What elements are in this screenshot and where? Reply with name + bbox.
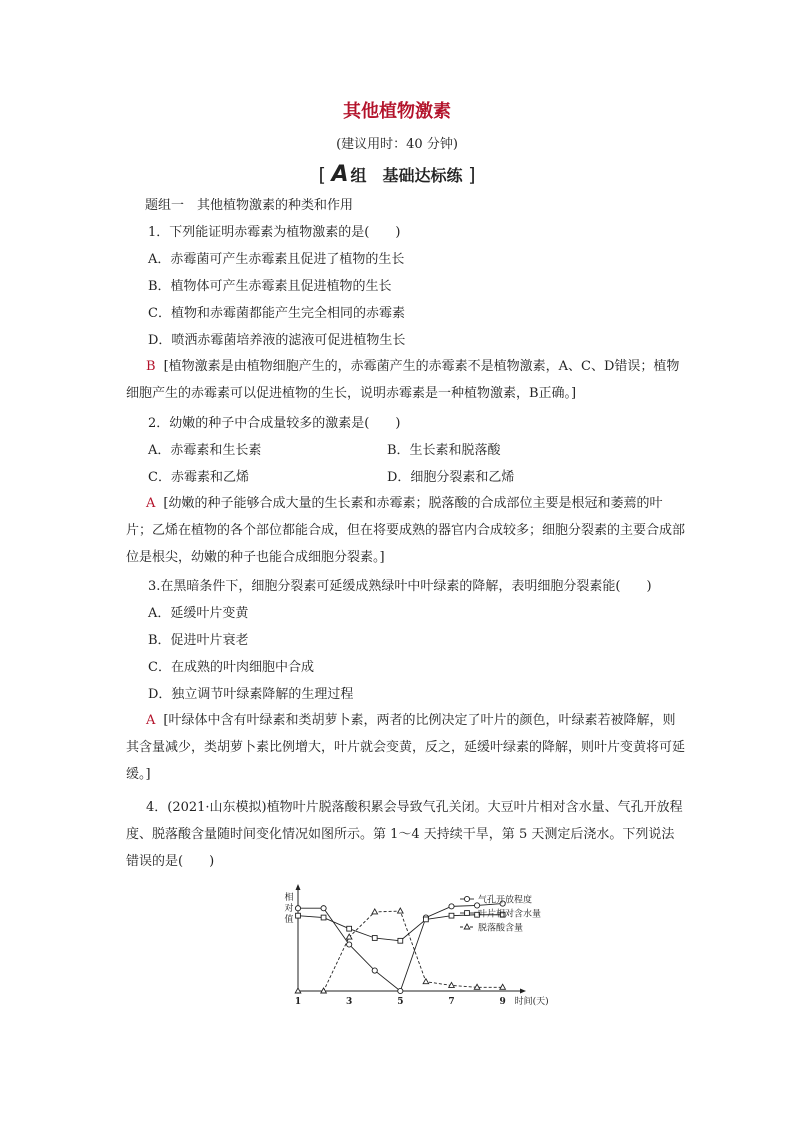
q2-option-d: D．细胞分裂素和乙烯	[387, 470, 515, 485]
q3-option-b: B．促进叶片衰老	[148, 633, 249, 648]
series-3-point	[500, 984, 506, 989]
q2-explanation: [幼嫩的种子能够合成大量的生长素和赤霉素；脱落酸的合成部位主要是根冠和萎蔫的叶片；乙烯在植物的各个部位都能合成，但在将要成熟的器官内合成较多；细胞分裂素的主要合成部位是根尖，幼嫩的种子也能合成细胞分裂素。]	[126, 496, 686, 565]
q3-option-c: C．在成熟的叶肉细胞中合成	[148, 660, 314, 675]
x-tick-label: 5	[397, 997, 404, 1007]
page-title: 其他植物激素	[343, 101, 451, 122]
series-2-point	[398, 938, 403, 943]
q3-answer: A	[146, 713, 156, 728]
series-1-point	[295, 906, 300, 911]
series-1-point	[449, 904, 454, 909]
x-tick-label: 7	[448, 997, 455, 1007]
series-3-point	[372, 909, 378, 914]
q2-option-a: A．赤霉素和生长素	[148, 443, 262, 458]
line-chart	[282, 880, 549, 1010]
x-tick-label: 9	[499, 997, 506, 1007]
legend-label-3: 脱落酸含量	[478, 923, 524, 934]
group-letter: A	[331, 162, 349, 187]
q3-explanation: [叶绿体中含有叶绿素和类胡萝卜素，两者的比例决定了叶片的颜色，叶绿素若被降解，则其含量减少，类胡萝卜素比例增大，叶片就会变黄，反之，延缓叶绿素的降解，则叶片变黄将可延缓。]	[126, 713, 686, 782]
x-tick-label: 3	[346, 997, 353, 1007]
q1-answer: B	[146, 359, 156, 374]
group-bracket-open: [	[318, 164, 326, 186]
series-line-1	[298, 904, 503, 991]
x-tick-label: 1	[294, 997, 302, 1007]
x-axis-arrow	[520, 989, 526, 994]
series-line-2	[298, 915, 503, 941]
q2-answer-block	[126, 490, 686, 571]
legend-label-1: 气孔开放程度	[478, 895, 533, 906]
q2-option-c: C．赤霉素和乙烯	[148, 470, 249, 485]
series-1-point	[321, 906, 326, 911]
q1-option-b: B．植物体可产生赤霉素且促进植物的生长	[148, 279, 392, 294]
q3-answer-block	[126, 707, 686, 788]
section-heading: 题组一 其他植物激素的种类和作用	[145, 198, 354, 213]
group-label: 组 基础达标练	[350, 166, 463, 185]
series-2-point	[449, 913, 454, 918]
legend-label-2: 叶片相对含水量	[478, 909, 542, 920]
q1-explanation: [植物激素是由植物细胞产生的，赤霉菌产生的赤霉素不是植物激素，A、C、D错误；植物细胞产生的赤霉素可以促进植物的生长，说明赤霉素是一种植物激素，B正确。]	[126, 359, 680, 401]
suggested-time: (建议用时：40 分钟)	[336, 137, 458, 152]
q1-option-a: A．赤霉菌可产生赤霉素且促进了植物的生长	[148, 252, 405, 267]
series-2-point	[372, 936, 377, 941]
series-1-point	[372, 968, 377, 973]
q4-stem: 4．(2021·山东模拟)植物叶片脱落酸积累会导致气孔关闭。大豆叶片相对含水量、气孔开放程度、脱落酸含量随时间变化情况如图所示。第 1～4 天持续干旱，第 5 天测定后浇水。下列说法错误的是( )	[126, 800, 683, 869]
q2-option-b: B．生长素和脱落酸	[387, 443, 501, 458]
q2-answer: A	[146, 496, 156, 511]
series-2-point	[347, 926, 352, 931]
q1-option-c: C．植物和赤霉菌都能产生完全相同的赤霉素	[148, 306, 405, 321]
y-axis-label-char: 值	[284, 915, 294, 925]
q1-answer-block	[126, 353, 686, 407]
chart-series	[295, 901, 505, 994]
q3-option-d: D．独立调节叶绿素降解的生理过程	[148, 687, 354, 702]
q1-option-d: D．喷洒赤霉菌培养液的滤液可促进植物生长	[148, 333, 406, 348]
series-1-point	[347, 942, 352, 947]
series-line-3	[298, 911, 503, 991]
group-heading	[0, 162, 794, 187]
y-axis-label-char: 相	[284, 893, 294, 903]
x-axis-label: 时间(天)	[514, 997, 549, 1007]
series-3-point	[346, 934, 352, 939]
series-3-point	[398, 908, 404, 913]
q1-stem: 1．下列能证明赤霉素为植物激素的是( )	[148, 225, 401, 240]
series-2-point	[321, 915, 326, 920]
q3-stem: 3.在黑暗条件下，细胞分裂素可延缓成熟绿叶中叶绿素的降解，表明细胞分裂素能( )	[148, 579, 652, 594]
legend-marker-2	[465, 911, 470, 916]
q3-option-a: A．延缓叶片变黄	[148, 606, 249, 621]
group-bracket-close: ]	[468, 164, 476, 186]
series-2-point	[424, 917, 429, 922]
series-3-point	[423, 979, 429, 984]
chart-legend	[460, 894, 541, 934]
series-1-point	[398, 988, 403, 993]
legend-marker-3	[464, 924, 470, 929]
legend-marker-1	[464, 896, 469, 901]
y-axis-arrow	[296, 884, 301, 890]
y-axis-label-char: 对	[284, 904, 294, 914]
series-2-point	[296, 913, 301, 918]
q2-stem: 2．幼嫩的种子中合成量较多的激素是( )	[148, 416, 401, 431]
